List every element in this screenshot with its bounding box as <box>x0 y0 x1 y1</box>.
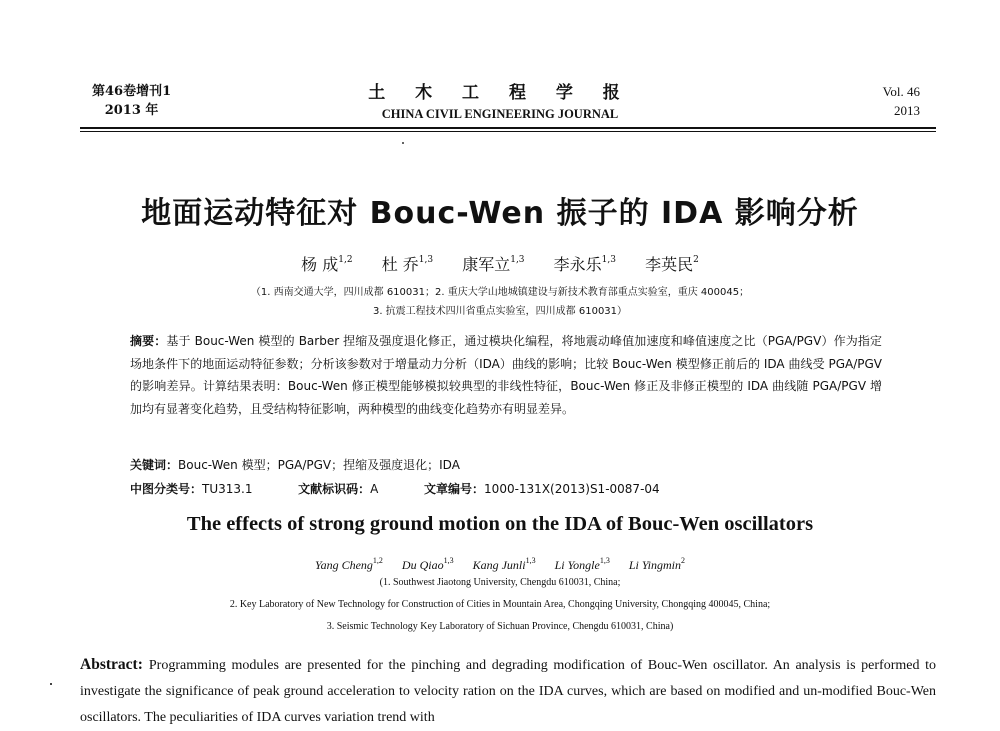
author-affiliation-mark: 2 <box>693 255 699 265</box>
author-en <box>473 558 536 572</box>
article-number-value: 1000-131X(2013)S1-0087-04 <box>484 482 660 496</box>
affiliation-cn-line2: 3. 抗震工程技术四川省重点实验室，四川成都 610031） <box>372 306 628 317</box>
author-name: Li Yongle <box>554 558 600 572</box>
journal-issue-info <box>92 82 171 120</box>
author-name: 李永乐 <box>553 255 602 274</box>
scan-speck <box>402 142 404 144</box>
affiliation-en-line3: 3. Seismic Technology Key Laboratory of Sichuan Province, Chengdu 610031, China) <box>326 621 674 632</box>
author-en <box>402 558 454 572</box>
author-affiliation-mark: 1,3 <box>601 255 616 265</box>
journal-name-cn: 土 木 工 程 学 报 <box>368 83 632 103</box>
author-name: Kang Junli <box>472 558 526 572</box>
author-affiliation-mark: 1,3 <box>418 255 434 265</box>
author-cn <box>554 255 616 274</box>
author-affiliation-mark: 1,3 <box>510 255 525 265</box>
author-name: 李英民 <box>645 255 694 274</box>
abstract-cn-text: 基于 Bouc-Wen 模型的 Barber 捏缩及强度退化修正，通过模块化编程，将地震动峰值加速度和峰值速度之比（PGA/PGV）作为指定场地条件下的地面运动特征参数；分析该参数对于增量动力分析（IDA）曲线的影响；比较 Bouc-Wen 模型修正前后的 IDA 曲线受 PGA/PGV 的影响差异。计算结果表明：Bouc-Wen 修正模型能够模拟较典型的非线性特征，Bouc-Wen 修正及非修正模型的 IDA 曲线随 PGA/PGV 增加均有显著变化趋势，且受结构特征影响，两种模型的曲线变化趋势亦有明显差异。 <box>130 334 882 416</box>
doc-code-value: A <box>370 482 379 496</box>
author-cn <box>462 255 524 274</box>
abstract-en: Abstract: Programming modules are presented for the pinching and degrading modification of Bouc-Wen oscillator. An analysis is performed to investigate the significance of peak ground acceleration to velocity ration on the IDA curves, which are based on modified and un-modified Bouc-Wen oscillators. The peculiarities of IDA curves variation trend with <box>80 656 936 725</box>
margin-speck <box>50 683 52 685</box>
author-affiliation-mark: 1,3 <box>443 556 454 565</box>
article-number-label: 文章编号： <box>424 482 485 496</box>
abstract-en-label: Abstract <box>80 656 138 673</box>
paper-title-cn: 地面运动特征对 Bouc-Wen 振子的 IDA 影响分析 <box>141 196 859 231</box>
author-affiliation-mark: 1,2 <box>338 255 353 265</box>
author-affiliation-mark: 2 <box>680 556 685 565</box>
author-cn <box>301 255 352 274</box>
abstract-en-text: Programming modules are presented for the pinching and degrading modification of Bouc-Wen oscillator. An analysis is performed to investigate the significance of peak ground acceleration to velocity ration on the IDA curves, which are based on modified and un-modified Bouc-Wen oscillators. The peculiarities of IDA curves variation trend with <box>80 658 936 725</box>
keywords-label: 关键词： <box>130 458 179 472</box>
issue-year: 2013 年 <box>104 103 159 118</box>
journal-volume-info <box>883 82 920 120</box>
keywords-cn <box>130 456 890 473</box>
author-en <box>555 558 610 572</box>
volume-number: Vol. 46 <box>882 84 920 99</box>
classification-line <box>130 480 890 497</box>
affiliation-en-line2: 2. Key Laboratory of New Technology for Construction of Cities in Mountain Area, Chongqing University, Chongqing 400045, China; <box>229 599 771 610</box>
author-name: Li Yingmin <box>628 558 681 572</box>
journal-name-en: CHINA CIVIL ENGINEERING JOURNAL <box>381 107 619 121</box>
affiliation-en-line1: (1. Southwest Jiaotong University, Chengdu 610031, China; <box>379 577 621 588</box>
abstract-cn <box>130 330 882 420</box>
author-affiliation-mark: 1,3 <box>525 556 536 565</box>
paper-title-en: The effects of strong ground motion on the IDA of Bouc-Wen oscillators <box>186 513 814 535</box>
header-rule-thick <box>80 127 936 129</box>
author-name: Yang Cheng <box>315 558 373 572</box>
author-name: Du Qiao <box>401 558 444 572</box>
author-affiliation-mark: 1,3 <box>599 556 610 565</box>
author-name: 康军立 <box>462 255 511 274</box>
affiliation-cn-line1: （1. 西南交通大学，四川成都 610031；2. 重庆大学山地城镇建设与新技术教育部重点实验室，重庆 400045； <box>250 287 750 298</box>
doc-code-label: 文献标识码： <box>298 482 371 496</box>
keywords-text: Bouc-Wen 模型；PGA/PGV；捏缩及强度退化；IDA <box>178 458 460 472</box>
clc-value: TU313.1 <box>202 482 253 496</box>
author-cn <box>645 255 699 274</box>
author-cn <box>382 255 433 274</box>
clc-label: 中图分类号： <box>130 482 203 496</box>
volume-year: 2013 <box>894 103 920 118</box>
author-name: 杨 成 <box>301 255 339 274</box>
author-list-cn <box>0 252 1000 275</box>
abstract-cn-label: 摘要： <box>130 334 167 348</box>
journal-masthead <box>300 78 700 122</box>
author-list-en <box>0 556 1000 573</box>
author-name: 杜 乔 <box>381 255 419 274</box>
header-rule-thin <box>80 131 936 132</box>
author-en <box>315 558 383 572</box>
author-en <box>629 558 685 572</box>
volume-issue: 第46卷增刊1 <box>92 84 172 99</box>
author-affiliation-mark: 1,2 <box>372 556 383 565</box>
